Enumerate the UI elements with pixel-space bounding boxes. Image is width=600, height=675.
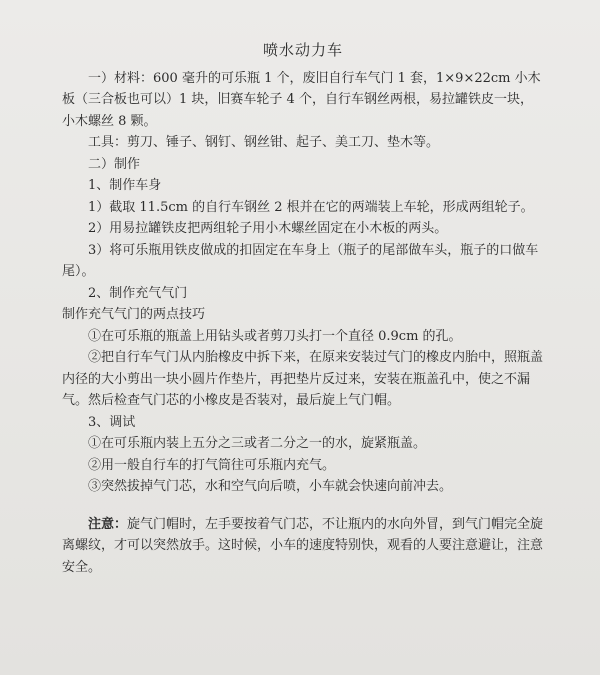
valve-step-2: ②把自行车气门从内胎橡皮中拆下来，在原来安装过气门的橡皮内胎中，照瓶盖内径的大小剪出一块小圆片作垫片，再把垫片反过来，安装在瓶盖孔中，使之不漏气。然后检查气门芯的小橡皮是否装对，最后旋上气门帽。 (62, 350, 544, 408)
materials-paragraph: 一）材料：600 毫升的可乐瓶 1 个，废旧自行车气门 1 套，1×9×22cm 小木板（三合板也可以）1 块，旧赛车轮子 4 个，自行车钢丝两根，易拉罐铁皮一块，小木螺丝 8 颗。 (62, 70, 541, 129)
section-heading-make: 二）制作 (88, 156, 141, 172)
valve-step-1: ①在可乐瓶的瓶盖上用钻头或者剪刀头打一个直径 0.9cm 的孔。 (88, 328, 462, 344)
subheading-body: 1、制作车身 (88, 178, 162, 193)
test-step-3: ③突然拔掉气门芯，水和空气向后喷，小车就会快速向前冲去。 (88, 479, 453, 494)
test-step-1: ①在可乐瓶内装上五分之三或者二分之一的水，旋紧瓶盖。 (88, 436, 427, 451)
step-body-3: 3）将可乐瓶用铁皮做成的扣固定在车身上（瓶子的尾部做车头，瓶子的口做车尾）。 (62, 242, 539, 279)
subheading-valve: 2、制作充气气门 (88, 285, 188, 301)
note-text: 旋气门帽时，左手要按着气门芯，不让瓶内的水向外冒，到气门帽完全旋离螺纹，才可以突然放手。这时候，小车的速度特别快，观看的人要注意避让，注意安全。 (62, 516, 544, 575)
test-step-2: ②用一般自行车的打气筒往可乐瓶内充气。 (88, 457, 336, 473)
subheading-test: 3、调试 (88, 414, 136, 430)
step-body-2: 2）用易拉罐铁皮把两组轮子用小木螺丝固定在小木板的两头。 (88, 221, 448, 236)
valve-tips-heading: 制作充气气门的两点技巧 (62, 307, 206, 322)
note-paragraph (62, 514, 544, 579)
document-body (62, 40, 544, 578)
document-title: 喷水动力车 (262, 41, 343, 59)
tools-line: 工具：剪刀、锤子、钢钉、钢丝钳、起子、美工刀、垫木等。 (88, 135, 440, 150)
step-body-1: 1）截取 11.5cm 的自行车钢丝 2 根并在它的两端装上车轮，形成两组轮子。 (88, 199, 534, 215)
note-label: 注意： (88, 516, 128, 532)
spacer (62, 498, 544, 514)
